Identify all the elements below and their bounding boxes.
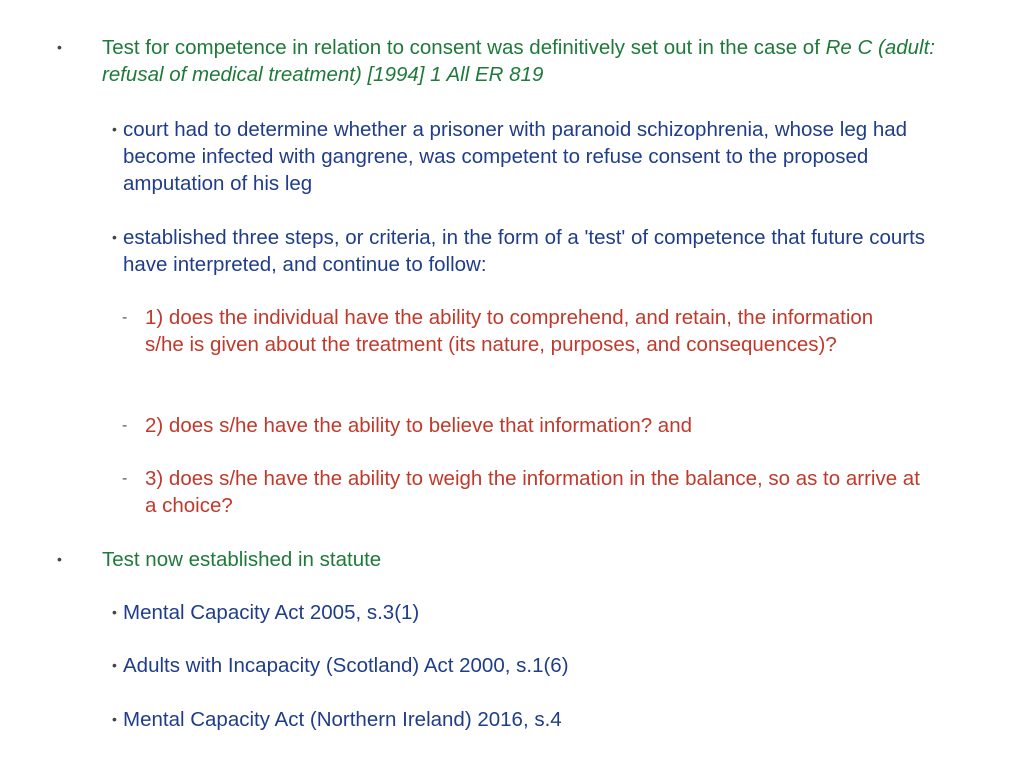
sub-bullet-three-steps: established three steps, or criteria, in the form of a 'test' of competence that future courts have interpreted, and continue to follow: [123,226,926,276]
step-believe-information: 2) does s/he have the ability to believe that information? and [145,414,693,437]
sub-bullet-court-determination: court had to determine whether a prisoner with paranoid schizophrenia, whose leg had become infected with gangrene, was competent to refuse consent to the proposed amputation of his leg [123,118,908,195]
step-weigh-information: 3) does s/he have the ability to weigh the information in the balance, so as to arrive at a choice? [145,467,920,517]
bullet-text: Test for competence in relation to consent was definitively set out in the case of [102,36,826,59]
bullet-statute: Test now established in statute [102,548,382,571]
step-comprehend-retain: 1) does the individual have the ability to comprehend, and retain, the information s/he is given about the treatment (its nature, purposes, and consequences)? [145,306,874,356]
dash-marker: - [122,309,128,326]
bullet-marker: • [112,657,117,673]
dash-marker: - [122,470,128,487]
bullet-marker: • [112,604,117,620]
dash-marker: - [122,417,128,434]
statute-england-wales: Mental Capacity Act 2005, s.3(1) [123,601,420,624]
bullet-marker: • [112,711,117,727]
bullet-marker: • [57,551,62,567]
case-reference: Re C (adult: refusal of medical treatment) [1994] 1 All ER 819 [102,36,935,86]
statute-northern-ireland: Mental Capacity Act (Northern Ireland) 2016, s.4 [123,708,562,731]
bullet-marker: • [57,39,62,55]
statute-scotland: Adults with Incapacity (Scotland) Act 2000, s.1(6) [123,654,569,677]
bullet-marker: • [112,121,117,137]
bullet-competence-test [102,34,982,88]
bullet-marker: • [112,229,117,245]
